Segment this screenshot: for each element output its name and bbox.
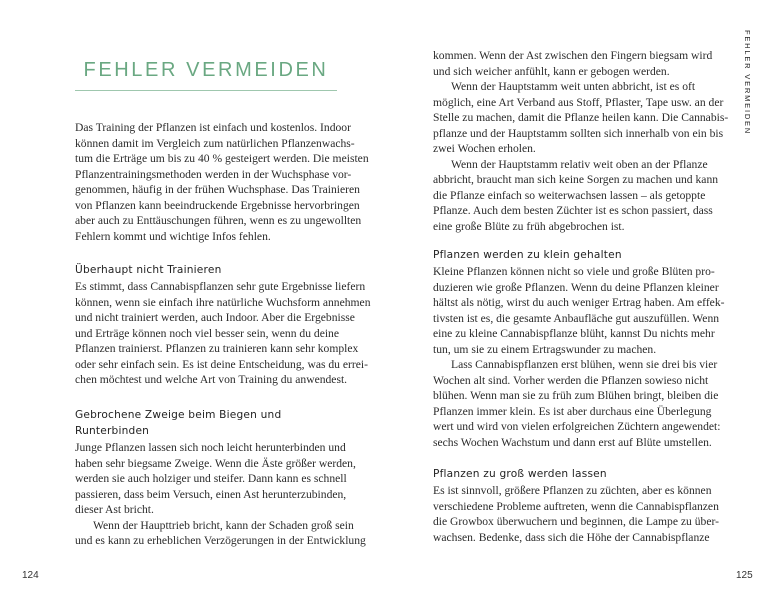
page-number-right: 125 [736,570,753,581]
heading-line: Runterbinden [75,424,150,437]
text-line: hältst als nötig, wirst du auch weniger Ertrag haben. Am effek- [433,296,725,309]
text-line: tun, um sie zu einem Ertragswunder zu machen. [433,342,657,356]
text-line: die Pflanze einfach so weiterwachsen lassen – als getoppte [433,188,706,202]
text-line: sechs Wochen Wachstum und dann erst auf Blüte umstellen. [433,435,712,449]
section-heading [433,467,703,483]
text-line: Pflanzentrainingsmethoden werden in der Wuchsphase vor- [75,167,352,181]
text-line: Stelle zu machen, damit die Pflanze heilen kann. Die Cannabis- [433,111,729,124]
text-line: Pflanze. Auch dem besten Züchter ist es schon passiert, dass [433,204,713,217]
text-line: tum die Erträge um bis zu 40 % gesteigert werden. Die meisten [75,152,369,165]
text-line: haben sehr biegsame Zweige. Wenn die Äste größer werden, [75,456,356,470]
text-line: Junge Pflanzen lassen sich noch leicht herunterbinden und [75,441,346,454]
text-line: Kleine Pflanzen können nicht so viele und große Blüten pro- [433,265,715,278]
text-line: Pflanzen trainierst. Pflanzen zu trainieren kann sehr komplex [75,342,359,355]
text-line: chen möchtest und welche Art von Training du anwendest. [75,373,348,386]
text-line: können, wenn sie einfach ihre natürliche Wuchsform annehmen [75,295,371,309]
text-line: dieser Ast bricht. [75,503,154,516]
paragraph [433,48,713,79]
text-line: Pflanzen immer klein. Es ist aber durchaus eine Überlegung [433,404,712,418]
paragraph [75,279,371,388]
text-line: Das Training der Pflanzen ist einfach und kostenlos. Indoor [75,121,351,134]
text-line: können damit im Vergleich zum natürlichen Pflanzenwachs- [75,136,355,150]
text-line: zwei Wochen erholen. [433,142,536,155]
text-line: von Pflanzen kann beeindruckende Ergebnisse hervorbringen [75,198,360,212]
paragraph [433,264,725,357]
heading-line: Überhaupt nicht Trainieren [75,264,222,276]
text-line: und es kann zu erheblichen Verzögerungen in der Entwicklung [75,534,366,547]
text-line: aber auch zu Enttäuschungen führen, wenn es zu ungewollten [75,214,362,227]
text-line: genommen, häufig in der frühen Wuchsphase. Das Trainieren [75,183,360,196]
text-line: und Erträge können noch viel besser sein, wenn du deine [75,326,340,340]
paragraph [433,357,721,450]
text-line: die Growbox überwuchern und beginnen, die Lampe zu über- [433,515,719,528]
text-line: wachsen. Bedenke, dass sich die Höhe der Cannabispflanze [433,530,710,544]
heading-line: Pflanzen werden zu klein gehalten [433,249,622,261]
text-line: passieren, dass beim Versuch, einen Ast herunterzubinden, [75,487,347,501]
text-line: Es ist sinnvoll, größere Pflanzen zu züchten, aber es können [433,484,712,497]
section-body [433,264,725,450]
text-line: duzieren wie große Pflanzen. Wenn du deine Pflanzen kleiner [433,280,719,294]
text-line: oder sehr einfach sein. Es ist deine Entscheidung, was du errei- [75,357,368,371]
text-line: möglich, eine Art Verband aus Stoff, Pflaster, Tape usw. an der [433,95,724,109]
paragraph [75,120,369,244]
section-heading [75,408,345,439]
text-line: Wenn der Hauptstamm relativ weit oben an der Pflanze [451,157,708,171]
text-line: werden sie auch holziger und steifer. Dann kann es schnell [75,472,347,485]
chapter-title: FEHLER VERMEIDEN [83,59,329,82]
running-head: FEHLER VERMEIDEN [743,30,752,136]
section-body [433,483,719,545]
paragraph [433,157,719,235]
continued-text [433,48,729,234]
text-line: Lass Cannabispflanzen erst blühen, wenn sie drei bis vier [451,358,718,371]
text-line: eine zu kleine Cannabispflanze blüht, kannst Du nichts mehr [433,327,715,340]
text-line: Wenn der Hauptstamm weit unten abbricht, ist es oft [451,80,696,93]
title-divider [75,90,337,91]
paragraph [433,79,729,157]
heading-line: Gebrochene Zweige beim Biegen und [75,409,282,421]
paragraph [75,440,356,518]
text-line: Wochen alt sind. Vorher werden die Pflanzen sowieso nicht [433,373,709,387]
text-line: abbricht, braucht man sich keine Sorgen zu machen und kann [433,173,719,186]
text-line: und sich weicher anfühlt, kann er gebogen werden. [433,64,670,78]
paragraph [433,483,719,545]
section-body [75,440,366,549]
text-line: kommen. Wenn der Ast zwischen den Fingern biegsam wird [433,49,713,62]
intro-text [75,120,369,244]
section-heading [433,248,703,264]
section-body [75,279,371,388]
text-line: Es stimmt, dass Cannabispflanzen sehr gute Ergebnisse liefern [75,280,366,293]
paragraph [75,518,366,549]
text-line: eine große Blüte zu früh abgebrochen ist. [433,219,625,233]
text-line: verschiedene Probleme auftreten, wenn die Cannabispflanzen [433,499,719,513]
section-heading [75,263,345,279]
text-line: wert und wird von vielen erfolgreichen Züchtern angewendet: [433,420,721,433]
text-line: und nicht trainiert werden, auch Indoor. Aber die Ergebnisse [75,311,355,324]
left-page [0,0,385,600]
text-line: pflanze und der Hauptstamm sollten sich innerhalb von ein bis [433,126,724,140]
text-line: Fehlern kommt und wichtige Infos fehlen. [75,229,271,243]
heading-line: Pflanzen zu groß werden lassen [433,468,607,480]
page-number-left: 124 [22,570,39,581]
text-line: blühen. Wenn man sie zu früh zum Blühen bringt, bleiben die [433,389,719,402]
text-line: Wenn der Haupttrieb bricht, kann der Schaden groß sein [93,518,354,532]
text-line: tivsten ist es, die gesamte Anbaufläche gut auszufüllen. Wenn [433,311,720,325]
right-page [386,0,771,600]
